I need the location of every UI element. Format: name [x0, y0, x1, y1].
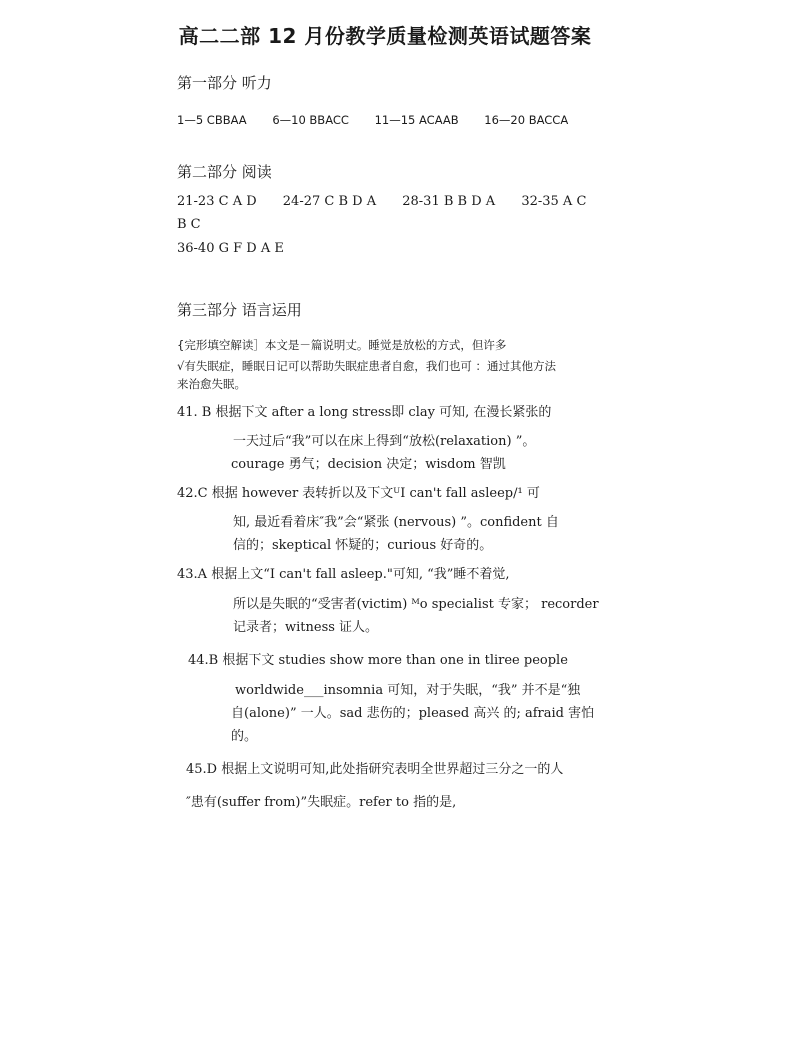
part3-heading: 第三部分 语言运用	[177, 301, 302, 319]
part2-answer-group: 24-27 C B D A	[282, 194, 377, 209]
part1-answer-group: 6—10 BBACC	[272, 113, 349, 127]
q42-line: 知, 最近看着床″我”会“紧张 (nervous) ”。confident 自	[233, 515, 559, 530]
part1-answers	[177, 113, 568, 127]
part1-heading: 第一部分 听力	[177, 74, 272, 92]
part2-answers-line2: B C	[177, 217, 201, 232]
part1-answer-group: 11—15 ACAAB	[374, 113, 459, 127]
q42-line: 42.C 根据 however 表转折以及下文ᵁI can't fall asleep/¹ 可	[177, 486, 540, 501]
q41-line: courage 勇气；decision 决定；wisdom 智凯	[231, 457, 506, 472]
cloze-intro-line: √有失眠症，睡眠日记可以帮助失眠症患者自愈，我们也可 ：通过其他方法	[177, 359, 556, 373]
q44-line: 44.B 根据下文 studies show more than one in tliree people	[188, 653, 568, 668]
q41-line: 41. B 根据下文 after a long stress即 clay 可知, 在漫长紧张的	[177, 405, 552, 420]
part2-answer-group: 32-35 A C	[521, 194, 587, 209]
document-title: 高二二部 12 月份教学质量检测英语试题答案	[178, 24, 592, 48]
q44-line: 自(alone)” 一人。sad 悲伤的；pleased 高兴 的; afraid 害怕	[231, 706, 595, 721]
part2-answer-group: 21-23 C A D	[177, 194, 257, 209]
q43-line: 记录者；witness 证人。	[233, 620, 379, 635]
cloze-intro-line: 来治愈失眠。	[177, 377, 246, 391]
q44-line: worldwide___insomnia 可知，对于失眠，“我” 并不是“独	[235, 683, 581, 698]
q42-line: 信的；skeptical 怀疑的；curious 好奇的。	[233, 538, 493, 553]
q45-line: ″患有(suffer from)”失眠症。refer to 指的是,	[186, 795, 457, 810]
part1-answer-group: 16—20 BACCA	[484, 113, 569, 127]
cloze-intro-line: {完形填空解读］本文是－篇说明丈。睡觉是放松的方式，但许多	[177, 338, 507, 352]
part2-answers-line3: 36-40 G F D A E	[177, 241, 284, 256]
part2-heading: 第二部分 阅读	[177, 163, 272, 181]
part2-answers-line1	[177, 194, 586, 209]
part1-answer-group: 1—5 CBBAA	[177, 113, 247, 127]
q44-line: 的。	[231, 729, 258, 744]
q43-line: 所以是失眠的“受害者(victim) ᴹo specialist 专家； recorder	[233, 597, 599, 612]
q45-line: 45.D 根据上文说明可知,此处指研究表明全世界超过三分之一的人	[186, 762, 564, 777]
q43-line: 43.A 根据上文“I can't fall asleep."可知, “我”睡不着觉,	[177, 567, 510, 582]
q41-line: 一天过后“我”可以在床上得到“放松(relaxation) ”。	[233, 434, 536, 449]
part2-answer-group: 28-31 B B D A	[402, 194, 496, 209]
